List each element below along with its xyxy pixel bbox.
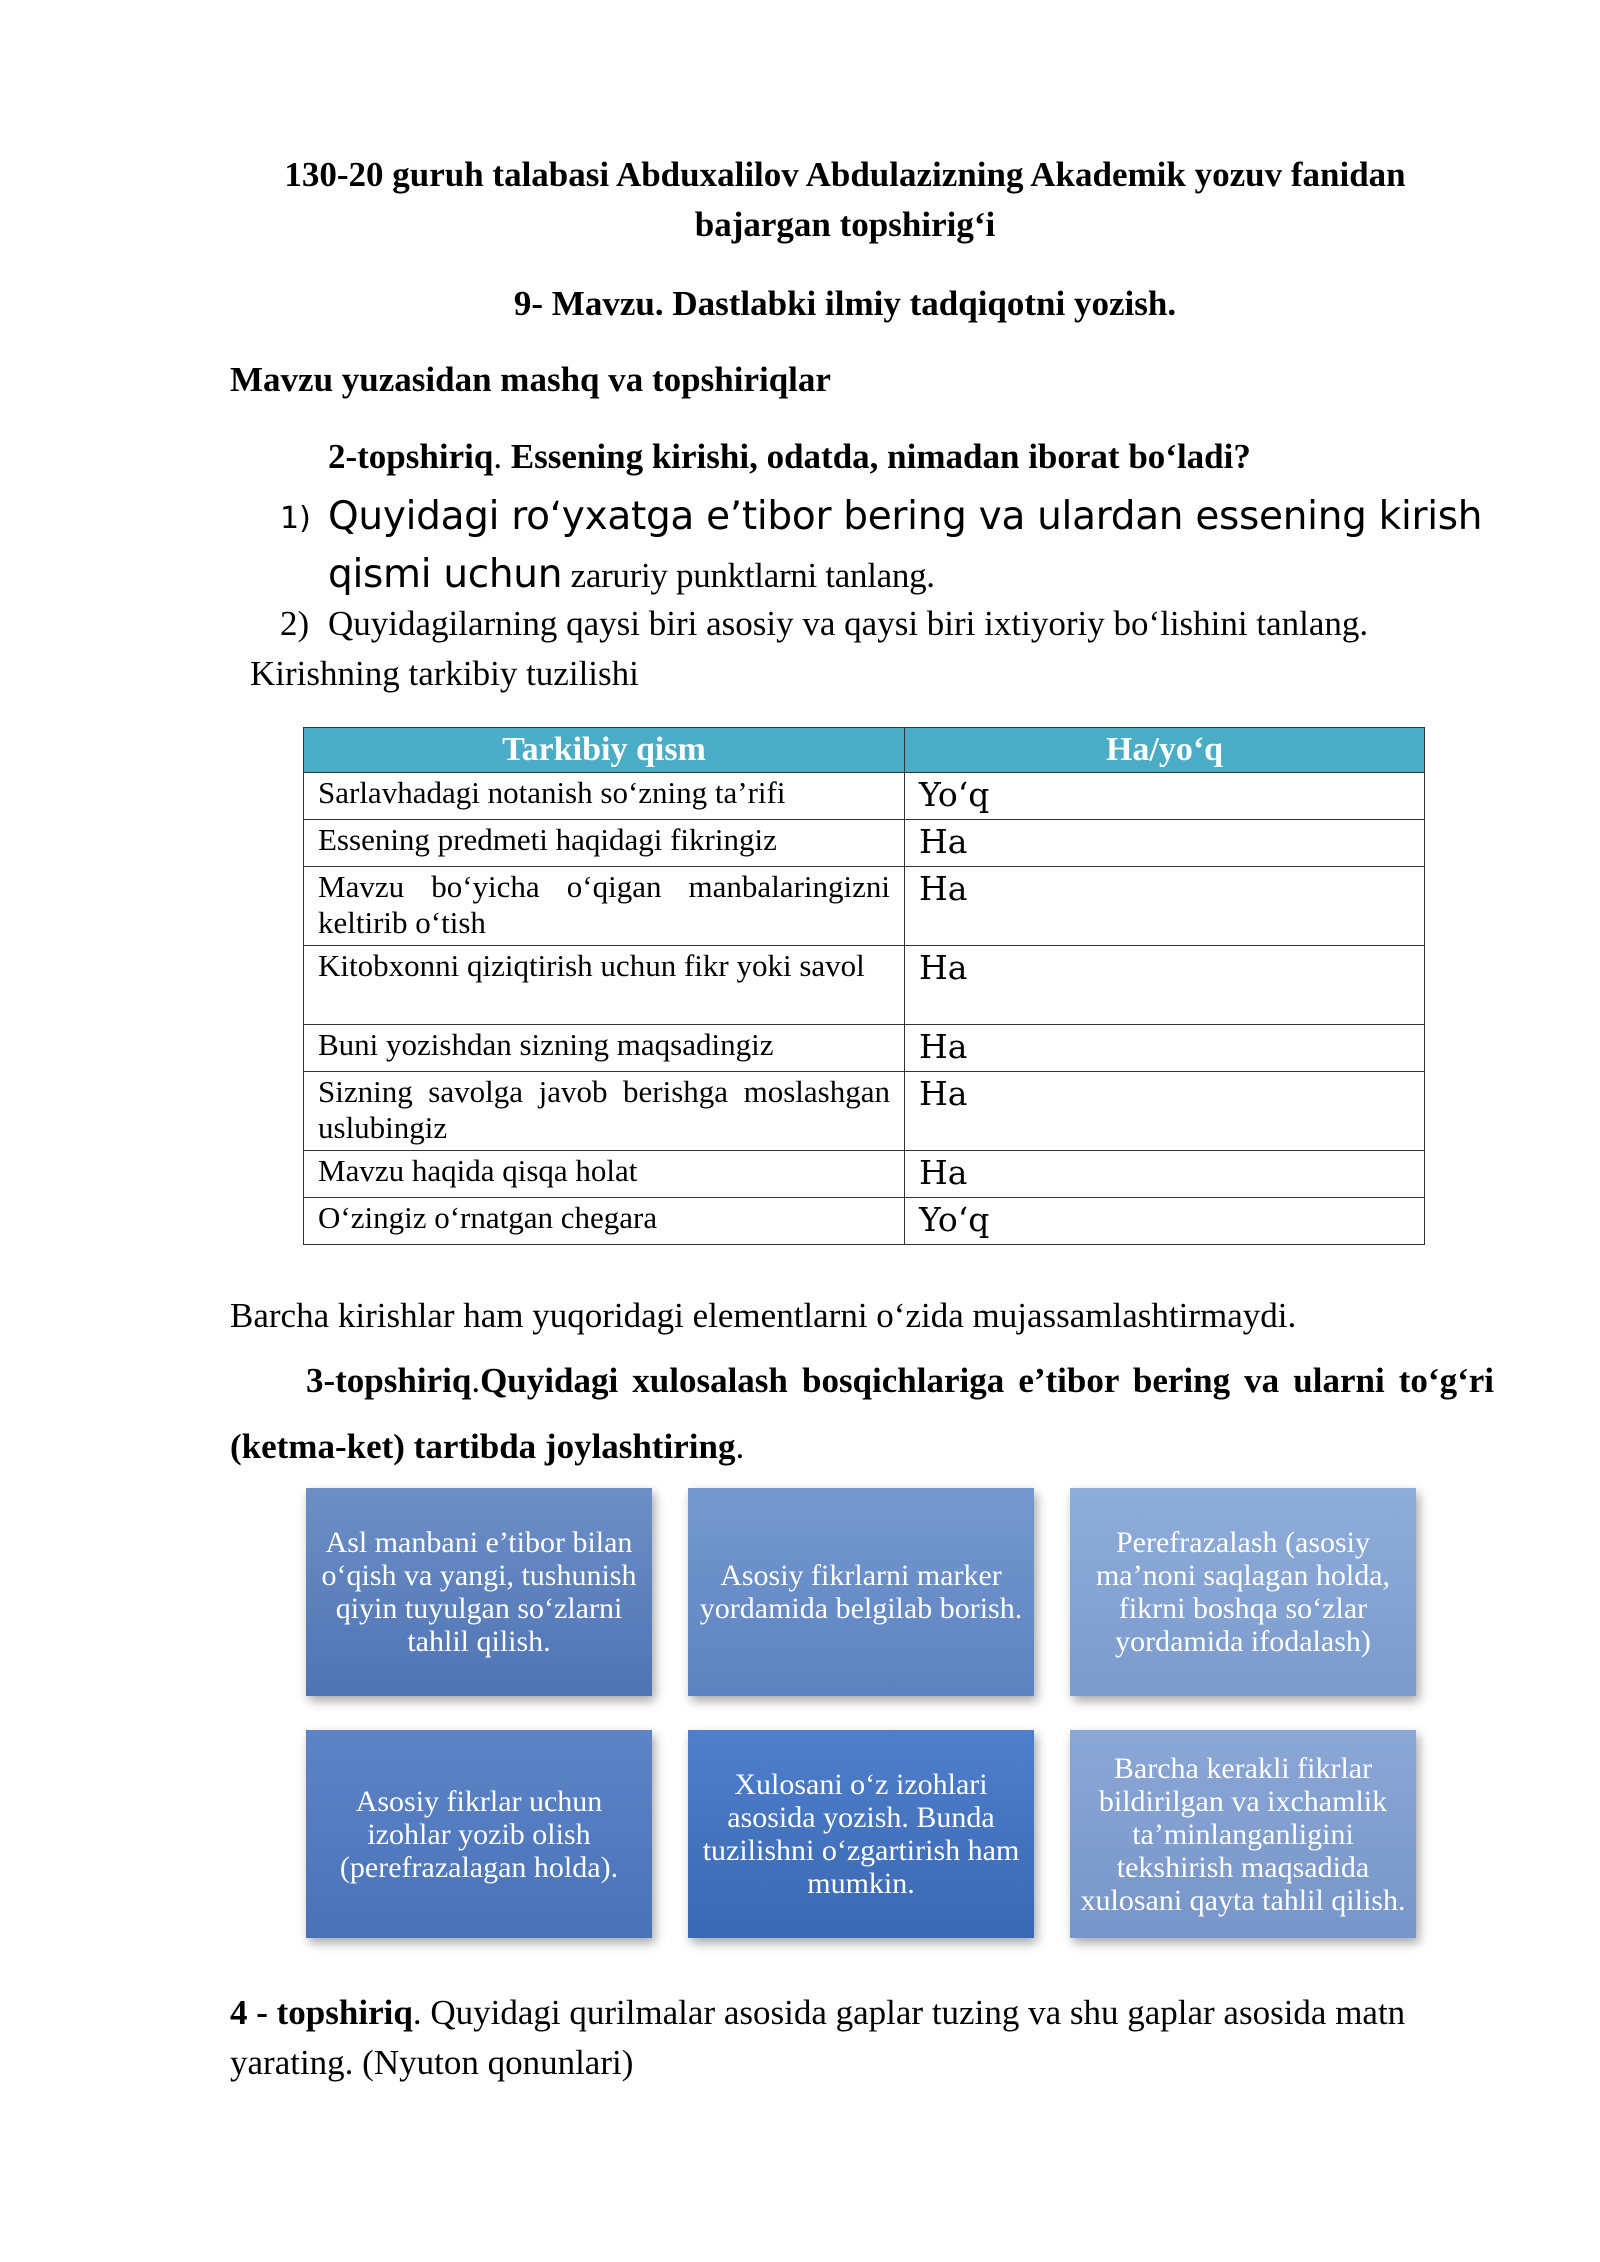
task2-separator: . bbox=[493, 437, 503, 476]
task3-text: Quyidagi xulosalash bosqichlariga e’tibor bering va ularni to‘g‘ri (ketma-ket) tartibda joylashtiring bbox=[230, 1361, 1494, 1466]
task2-question bbox=[328, 433, 1251, 481]
table-cell-part: O‘zingiz o‘rnatgan chegara bbox=[304, 1198, 905, 1245]
structure-label: Kirishning tarkibiy tuzilishi bbox=[250, 654, 639, 693]
table-cell-answer: Ha bbox=[905, 867, 1425, 946]
task4-paragraph bbox=[230, 1988, 1494, 2088]
task4-label: 4 - topshiriq bbox=[230, 1993, 413, 2032]
table-cell-answer: Yo‘q bbox=[905, 1198, 1425, 1245]
table-cell-part: Sizning savolga javob berishga moslashgan uslubingiz bbox=[304, 1072, 905, 1151]
step-box bbox=[306, 1488, 652, 1696]
table-row bbox=[304, 1072, 1425, 1151]
step-box-text: Asl manbani e’tibor bilan o‘qish va yangi, tushunish qiyin tuyulgan so‘zlarni tahlil qilish. bbox=[321, 1526, 637, 1658]
table-cell-answer: Ha bbox=[905, 946, 1425, 1025]
table-cell-part: Sarlavhadagi notanish so‘zning ta’rifi bbox=[304, 773, 905, 820]
step-box-text: Perefrazalash (asosiy ma’noni saqlagan holda, fikrni boshqa so‘zlar yordamida ifodalash) bbox=[1095, 1526, 1391, 1658]
table-header-part: Tarkibiy qism bbox=[304, 728, 905, 773]
task3-label: 3-topshiriq bbox=[306, 1361, 472, 1400]
step-box-text: Xulosani o‘z izohlari asosida yozish. Bunda tuzilishni o‘zgartirish ham mumkin. bbox=[702, 1768, 1020, 1900]
table-row bbox=[304, 1025, 1425, 1072]
list-item-2 bbox=[280, 600, 1368, 648]
task3-separator: . bbox=[471, 1361, 481, 1400]
step-box-text: Barcha kerakli fikrlar bildirilgan va ixchamlik ta’minlanganligini tekshirish maqsadida xulosani qayta tahlil qilish. bbox=[1080, 1751, 1406, 1917]
table-row bbox=[304, 820, 1425, 867]
structure-table bbox=[303, 727, 1425, 1245]
step-box-text: Asosiy fikrlar uchun izohlar yozib olish (perefrazalagan holda). bbox=[339, 1784, 619, 1884]
document-title bbox=[230, 150, 1460, 250]
task3-end: . bbox=[735, 1427, 745, 1466]
list-item-1-large: Quyidagi ro‘yxatga e’tibor bering va ulardan essening kirish qismi uchun bbox=[328, 494, 1483, 597]
table-cell-part: Kitobxonni qiziqtirish uchun fikr yoki savol bbox=[304, 946, 905, 1025]
table-row bbox=[304, 773, 1425, 820]
task2-question-text: Essening kirishi, odatda, nimadan iborat bo‘ladi? bbox=[502, 437, 1251, 476]
note-paragraph: Barcha kirishlar ham yuqoridagi elementlarni o‘zida mujassamlashtirmaydi. bbox=[230, 1296, 1297, 1335]
table-cell-part: Mavzu bo‘yicha o‘qigan manbalaringizni keltirib o‘tish bbox=[304, 867, 905, 946]
table-cell-answer: Yo‘q bbox=[905, 773, 1425, 820]
table-cell-answer: Ha bbox=[905, 1025, 1425, 1072]
title-line-1: 130-20 guruh talabasi Abduxalilov Abdulazizning Akademik yozuv fanidan bbox=[284, 155, 1406, 194]
topic-heading: 9- Mavzu. Dastlabki ilmiy tadqiqotni yozish. bbox=[513, 284, 1177, 323]
step-box bbox=[306, 1730, 652, 1938]
task2-label: 2-topshiriq bbox=[328, 437, 494, 476]
table-header-answer: Ha/yo‘q bbox=[905, 728, 1425, 773]
task4-text: . Quyidagi qurilmalar asosida gaplar tuzing va shu gaplar asosida matn yarating. (Nyuton qonunlari) bbox=[230, 1993, 1406, 2082]
step-box-text: Asosiy fikrlarni marker yordamida belgilab borish. bbox=[699, 1559, 1023, 1625]
step-box bbox=[1070, 1730, 1416, 1938]
step-box bbox=[688, 1488, 1034, 1696]
table-cell-part: Buni yozishdan sizning maqsadingiz bbox=[304, 1025, 905, 1072]
list-item-1-text bbox=[328, 488, 1498, 605]
table-cell-part: Mavzu haqida qisqa holat bbox=[304, 1151, 905, 1198]
list-item-2-text: Quyidagilarning qaysi biri asosiy va qaysi biri ixtiyoriy bo‘lishini tanlang. bbox=[328, 604, 1369, 643]
list-item-2-number: 2) bbox=[280, 604, 310, 643]
table-row bbox=[304, 1151, 1425, 1198]
table-cell-answer: Ha bbox=[905, 1072, 1425, 1151]
exercises-subheading: Mavzu yuzasidan mashq va topshiriqlar bbox=[230, 360, 831, 399]
list-item-1-number: 1) bbox=[280, 501, 311, 536]
table-row bbox=[304, 946, 1425, 1025]
step-box bbox=[688, 1730, 1034, 1938]
table-cell-answer: Ha bbox=[905, 1151, 1425, 1198]
list-item-1-small: zaruriy punktlarni tanlang. bbox=[562, 556, 935, 595]
title-line-2: bajargan topshirig‘i bbox=[694, 205, 996, 244]
table-cell-part: Essening predmeti haqidagi fikringiz bbox=[304, 820, 905, 867]
table-row bbox=[304, 1198, 1425, 1245]
task3-paragraph bbox=[230, 1348, 1494, 1480]
table-row bbox=[304, 867, 1425, 946]
step-box bbox=[1070, 1488, 1416, 1696]
table-cell-answer: Ha bbox=[905, 820, 1425, 867]
